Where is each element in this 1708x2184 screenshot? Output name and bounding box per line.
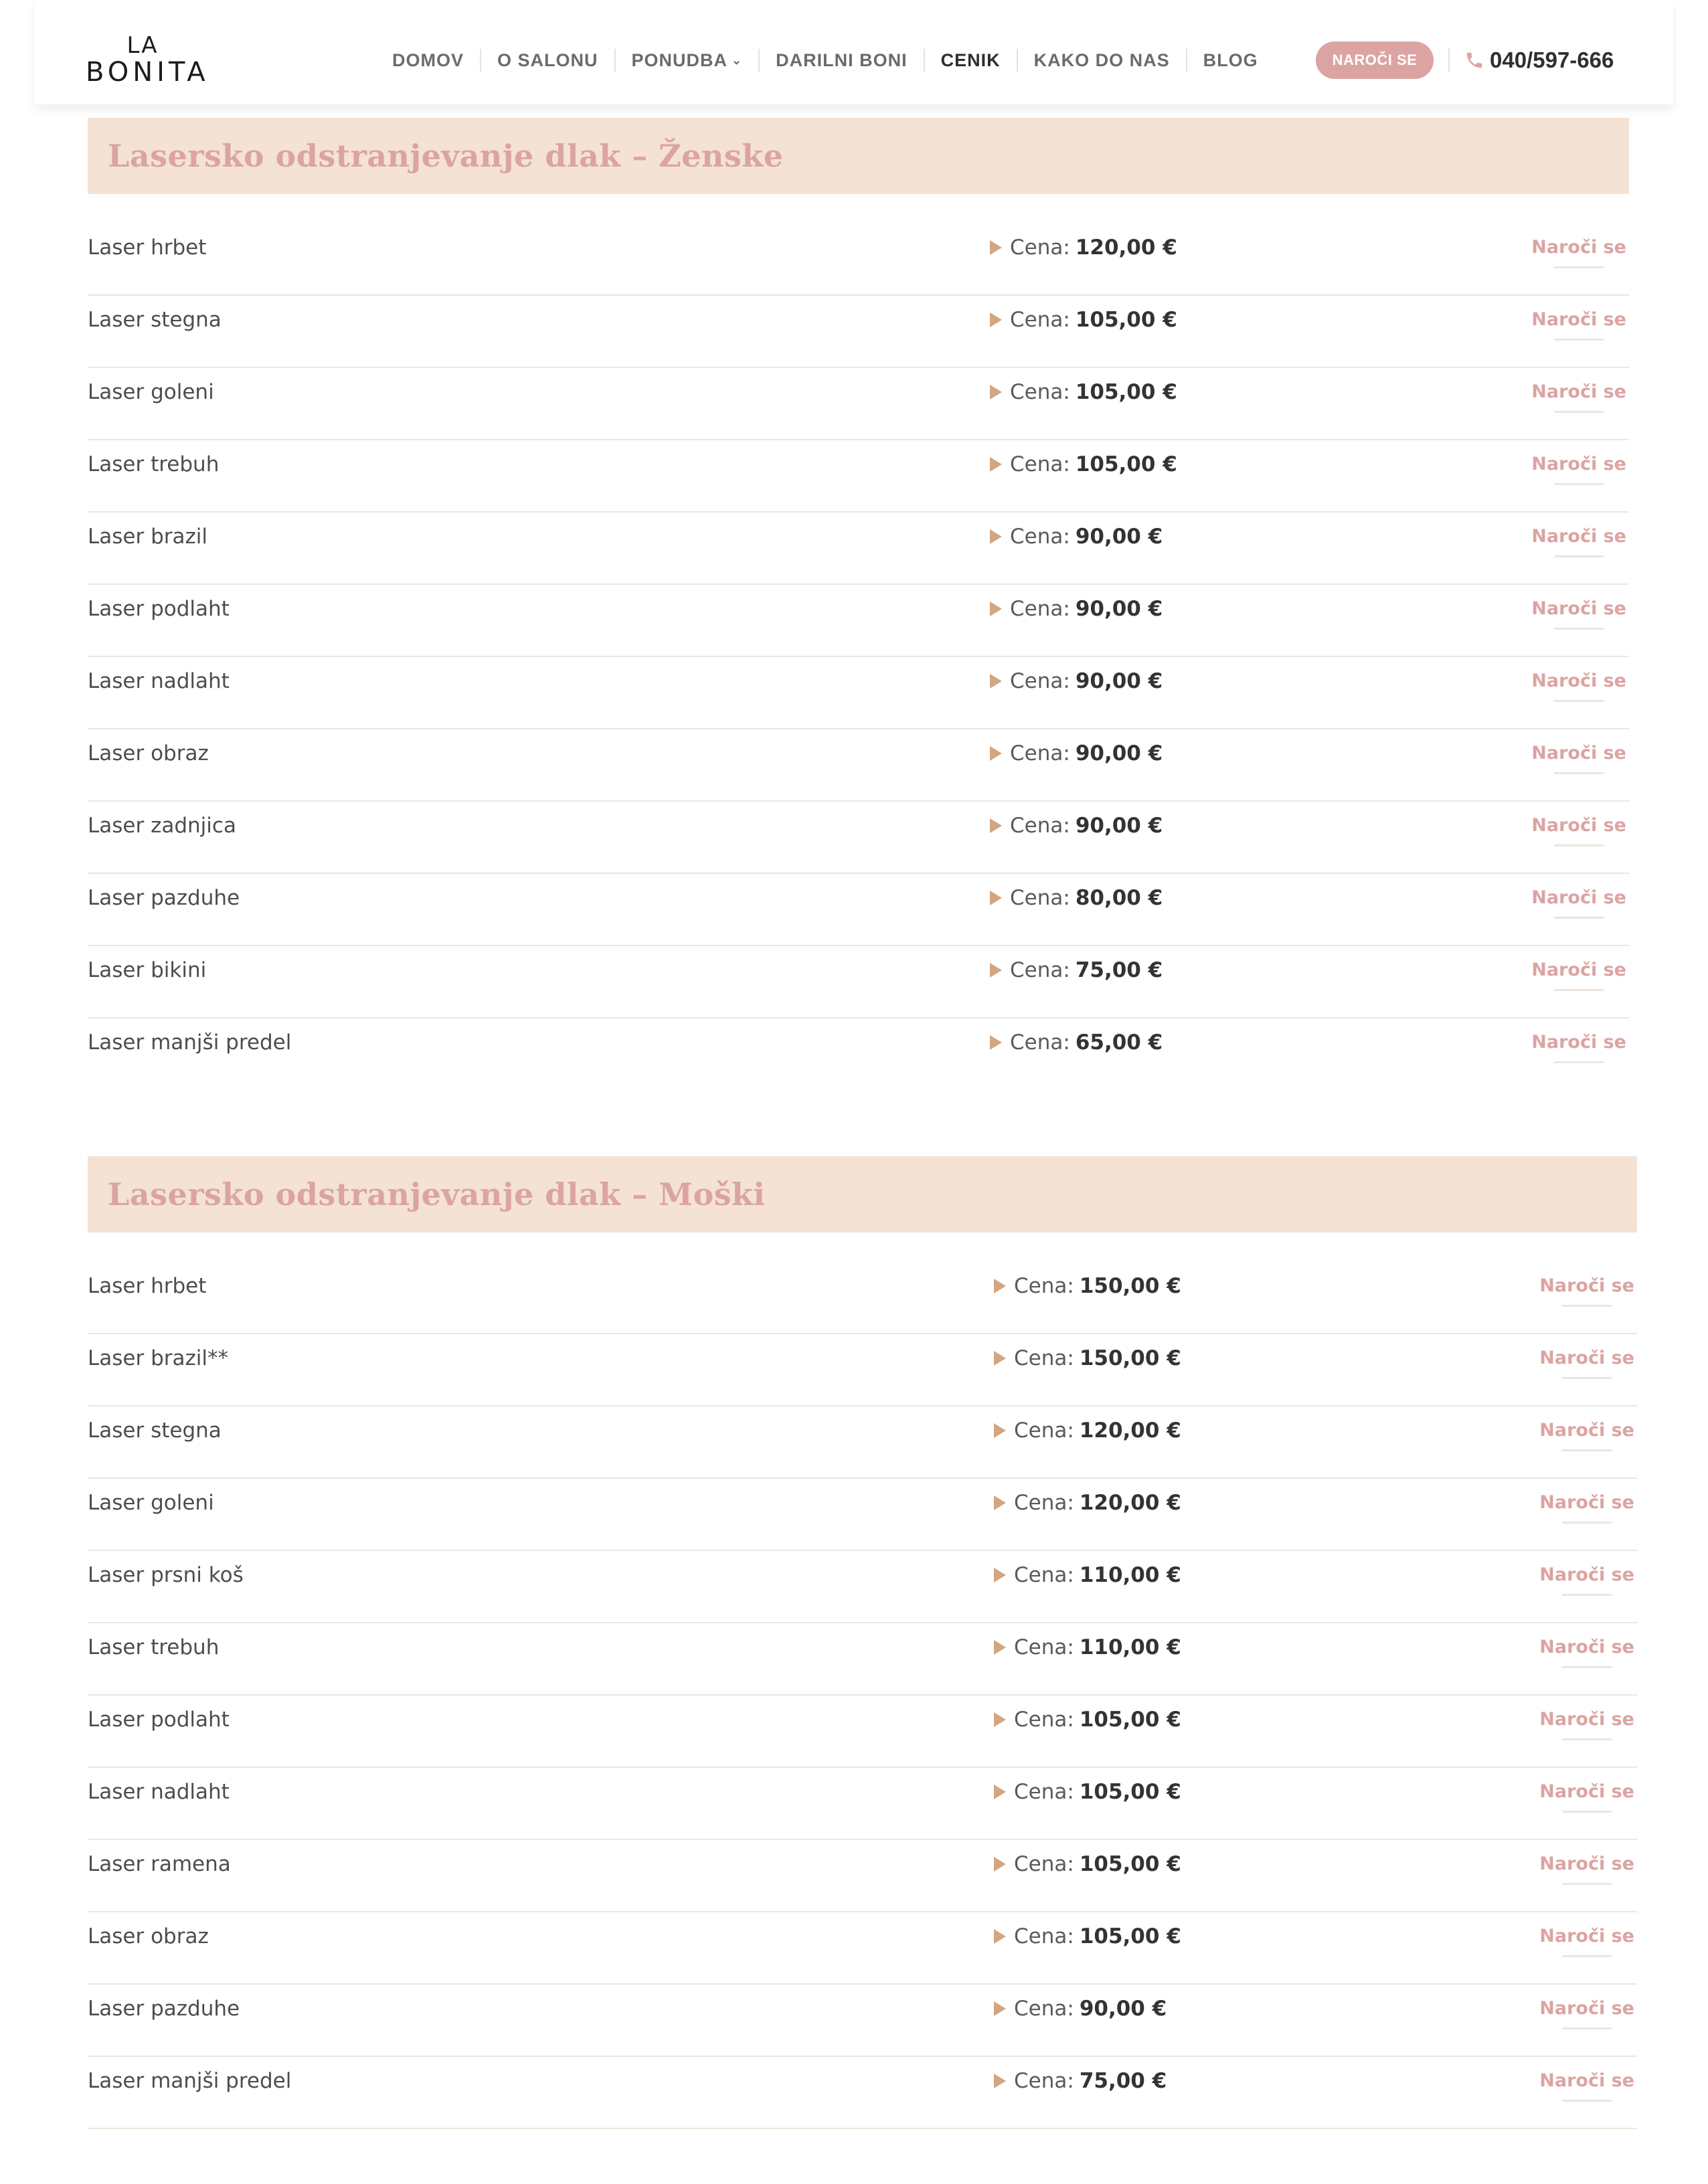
logo-line-2: BONITA (86, 57, 209, 88)
book-link[interactable]: Naroči se (1531, 960, 1626, 980)
play-arrow-icon (994, 1279, 1006, 1293)
price-row (88, 874, 1629, 946)
service-name: Laser brazil** (88, 1346, 229, 1370)
price-value: 90,00 € (1075, 669, 1163, 693)
book-link[interactable]: Naroči se (1539, 1348, 1634, 1368)
nav-item-kako-do-nas[interactable]: KAKO DO NAS (1017, 49, 1186, 72)
service-name: Laser prsni koš (88, 1563, 244, 1587)
price (990, 308, 1177, 332)
price-list (88, 1262, 1637, 2129)
play-arrow-icon (990, 312, 1002, 327)
price-row (88, 946, 1629, 1018)
price (990, 525, 1163, 549)
price-row (88, 513, 1629, 585)
price-value: 110,00 € (1079, 1635, 1181, 1659)
service-name: Laser manjši predel (88, 1030, 292, 1055)
book-link[interactable]: Naroči se (1531, 887, 1626, 908)
price (990, 669, 1163, 693)
nav-item-ponudba[interactable] (614, 49, 759, 72)
price-section-women (88, 118, 1629, 1091)
price-row (88, 1479, 1637, 1551)
price (994, 1780, 1181, 1804)
service-name: Laser goleni (88, 380, 214, 404)
price-label: Cena: (1014, 1491, 1074, 1515)
main-nav (376, 0, 1274, 120)
price-label: Cena: (1010, 958, 1070, 982)
book-link[interactable]: Naroči se (1539, 2070, 1634, 2091)
price-row (88, 1334, 1637, 1406)
price-label: Cena: (1010, 308, 1070, 332)
book-link[interactable]: Naroči se (1539, 1637, 1634, 1657)
price-value: 90,00 € (1075, 525, 1163, 549)
price (990, 452, 1177, 476)
price (994, 2069, 1167, 2093)
price-label: Cena: (1010, 597, 1070, 621)
price (990, 597, 1163, 621)
book-link[interactable]: Naroči se (1531, 815, 1626, 836)
nav-item-cenik[interactable]: CENIK (924, 49, 1017, 72)
price (994, 1852, 1181, 1876)
price-row (88, 1985, 1637, 2057)
price-label: Cena: (1014, 1274, 1074, 1298)
price-label: Cena: (1014, 1708, 1074, 1732)
price (990, 380, 1177, 404)
price-label: Cena: (1010, 236, 1070, 260)
play-arrow-icon (990, 240, 1002, 255)
nav-item-blog[interactable]: BLOG (1186, 49, 1274, 72)
play-arrow-icon (994, 2001, 1006, 2016)
price-value: 105,00 € (1075, 308, 1177, 332)
book-link[interactable]: Naroči se (1531, 670, 1626, 691)
book-link[interactable]: Naroči se (1531, 1032, 1626, 1053)
price-value: 105,00 € (1079, 1924, 1181, 1948)
section-header (88, 1156, 1637, 1233)
price-label: Cena: (1014, 1924, 1074, 1948)
play-arrow-icon (994, 1640, 1006, 1655)
play-arrow-icon (994, 1785, 1006, 1799)
price-row (88, 223, 1629, 296)
play-arrow-icon (990, 818, 1002, 833)
service-name: Laser pazduhe (88, 886, 240, 910)
service-name: Laser zadnjica (88, 814, 236, 838)
price (994, 1924, 1181, 1948)
price (994, 1708, 1181, 1732)
book-link[interactable]: Naroči se (1531, 598, 1626, 619)
play-arrow-icon (990, 674, 1002, 689)
book-link[interactable]: Naroči se (1539, 1926, 1634, 1946)
price-value: 105,00 € (1075, 452, 1177, 476)
phone-icon (1464, 50, 1484, 70)
price-value: 120,00 € (1075, 236, 1177, 260)
service-name: Laser obraz (88, 741, 209, 765)
play-arrow-icon (990, 963, 1002, 978)
price-label: Cena: (1014, 1635, 1074, 1659)
book-link[interactable]: Naroči se (1531, 381, 1626, 402)
price (990, 1030, 1163, 1055)
price-row (88, 1018, 1629, 1091)
book-link[interactable]: Naroči se (1531, 237, 1626, 258)
price-row (88, 440, 1629, 513)
price-label: Cena: (1010, 525, 1070, 549)
price-value: 105,00 € (1079, 1852, 1181, 1876)
service-name: Laser bikini (88, 958, 207, 982)
logo-line-1: LA (126, 32, 159, 59)
service-name: Laser hrbet (88, 236, 207, 260)
price-value: 150,00 € (1079, 1346, 1181, 1370)
price-value: 80,00 € (1075, 886, 1163, 910)
phone-link[interactable] (1464, 46, 1614, 75)
play-arrow-icon (990, 385, 1002, 399)
service-name: Laser nadlaht (88, 1780, 230, 1804)
service-name: Laser manjši predel (88, 2069, 292, 2093)
play-arrow-icon (994, 2074, 1006, 2088)
price-row (88, 729, 1629, 802)
service-name: Laser trebuh (88, 452, 220, 476)
price-value: 120,00 € (1079, 1419, 1181, 1443)
price-label: Cena: (1010, 452, 1070, 476)
play-arrow-icon (990, 746, 1002, 761)
price-value: 120,00 € (1079, 1491, 1181, 1515)
service-name: Laser nadlaht (88, 669, 230, 693)
play-arrow-icon (994, 1857, 1006, 1872)
book-link[interactable]: Naroči se (1531, 743, 1626, 763)
price-value: 90,00 € (1075, 814, 1163, 838)
price (990, 236, 1177, 260)
service-name: Laser brazil (88, 525, 208, 549)
service-name: Laser stegna (88, 1419, 222, 1443)
book-link[interactable]: Naroči se (1539, 1781, 1634, 1802)
price (994, 1563, 1181, 1587)
phone-number: 040/597-666 (1490, 48, 1614, 72)
price-row (88, 1406, 1637, 1479)
price-value: 75,00 € (1075, 958, 1163, 982)
price-label: Cena: (1010, 669, 1070, 693)
price (994, 1997, 1167, 2021)
nav-item-domov[interactable]: DOMOV (392, 50, 464, 70)
price-label: Cena: (1010, 741, 1070, 765)
price-label: Cena: (1014, 2069, 1074, 2093)
chevron-down-icon: ⌄ (732, 54, 743, 67)
play-arrow-icon (994, 1423, 1006, 1438)
section-header (88, 118, 1629, 194)
logo[interactable] (86, 32, 209, 91)
price-row (88, 1696, 1637, 1768)
price-label: Cena: (1010, 814, 1070, 838)
price-row (88, 2057, 1637, 2129)
price-value: 105,00 € (1075, 380, 1177, 404)
price-label: Cena: (1014, 1780, 1074, 1804)
book-link[interactable]: Naroči se (1539, 1853, 1634, 1874)
price-row (88, 802, 1629, 874)
play-arrow-icon (994, 1495, 1006, 1510)
price-value: 90,00 € (1075, 741, 1163, 765)
section-title: Lasersko odstranjevanje dlak – Moški (108, 1176, 766, 1212)
price (990, 886, 1163, 910)
price-value: 90,00 € (1075, 597, 1163, 621)
price (994, 1635, 1181, 1659)
book-button[interactable]: NAROČI SE (1316, 41, 1434, 79)
price-section-men (88, 1156, 1637, 2129)
price (990, 958, 1163, 982)
price-value: 105,00 € (1079, 1780, 1181, 1804)
service-name: Laser goleni (88, 1491, 214, 1515)
play-arrow-icon (990, 891, 1002, 905)
price-row (88, 1262, 1637, 1334)
price-label: Cena: (1010, 380, 1070, 404)
price-row (88, 1912, 1637, 1985)
play-arrow-icon (994, 1929, 1006, 1944)
nav-item-ponudba-label: PONUDBA (631, 50, 728, 70)
play-arrow-icon (994, 1712, 1006, 1727)
book-link[interactable]: Naroči se (1539, 1998, 1634, 2019)
play-arrow-icon (990, 602, 1002, 616)
play-arrow-icon (990, 529, 1002, 544)
price-label: Cena: (1014, 1852, 1074, 1876)
service-name: Laser hrbet (88, 1274, 207, 1298)
price-row (88, 657, 1629, 729)
service-name: Laser ramena (88, 1852, 231, 1876)
price-row (88, 1768, 1637, 1840)
play-arrow-icon (994, 1568, 1006, 1582)
price-value: 65,00 € (1075, 1030, 1163, 1055)
book-link[interactable]: Naroči se (1531, 454, 1626, 474)
header-divider (1448, 48, 1450, 72)
play-arrow-icon (990, 1035, 1002, 1050)
book-link[interactable]: Naroči se (1539, 1275, 1634, 1296)
price (994, 1274, 1181, 1298)
price (990, 814, 1163, 838)
book-link[interactable]: Naroči se (1539, 1564, 1634, 1585)
service-name: Laser podlaht (88, 1708, 230, 1732)
price-label: Cena: (1014, 1563, 1074, 1587)
service-name: Laser pazduhe (88, 1997, 240, 2021)
nav-item-darilni-boni[interactable]: DARILNI BONI (758, 49, 924, 72)
price-label: Cena: (1014, 1419, 1074, 1443)
price (994, 1346, 1181, 1370)
book-link[interactable]: Naroči se (1531, 309, 1626, 330)
price-value: 110,00 € (1079, 1563, 1181, 1587)
service-name: Laser trebuh (88, 1635, 220, 1659)
price-value: 105,00 € (1079, 1708, 1181, 1732)
price-list (88, 223, 1629, 1091)
play-arrow-icon (994, 1351, 1006, 1366)
site-header (35, 0, 1673, 104)
price-row (88, 1623, 1637, 1696)
price (990, 741, 1163, 765)
service-name: Laser stegna (88, 308, 222, 332)
book-link[interactable]: Naroči se (1531, 526, 1626, 547)
price-row (88, 1551, 1637, 1623)
nav-item-o-salonu[interactable]: O SALONU (480, 49, 614, 72)
price-row (88, 368, 1629, 440)
book-link[interactable]: Naroči se (1539, 1492, 1634, 1513)
book-link[interactable]: Naroči se (1539, 1420, 1634, 1441)
price-label: Cena: (1014, 1997, 1074, 2021)
service-name: Laser podlaht (88, 597, 230, 621)
play-arrow-icon (990, 457, 1002, 472)
price (994, 1491, 1181, 1515)
price-value: 150,00 € (1079, 1274, 1181, 1298)
price-row (88, 585, 1629, 657)
service-name: Laser obraz (88, 1924, 209, 1948)
price-value: 75,00 € (1079, 2069, 1167, 2093)
price (994, 1419, 1181, 1443)
price-label: Cena: (1010, 1030, 1070, 1055)
section-title: Lasersko odstranjevanje dlak – Ženske (108, 138, 784, 174)
price-label: Cena: (1014, 1346, 1074, 1370)
price-label: Cena: (1010, 886, 1070, 910)
book-link[interactable]: Naroči se (1539, 1709, 1634, 1730)
price-value: 90,00 € (1079, 1997, 1167, 2021)
price-row (88, 296, 1629, 368)
price-row (88, 1840, 1637, 1912)
